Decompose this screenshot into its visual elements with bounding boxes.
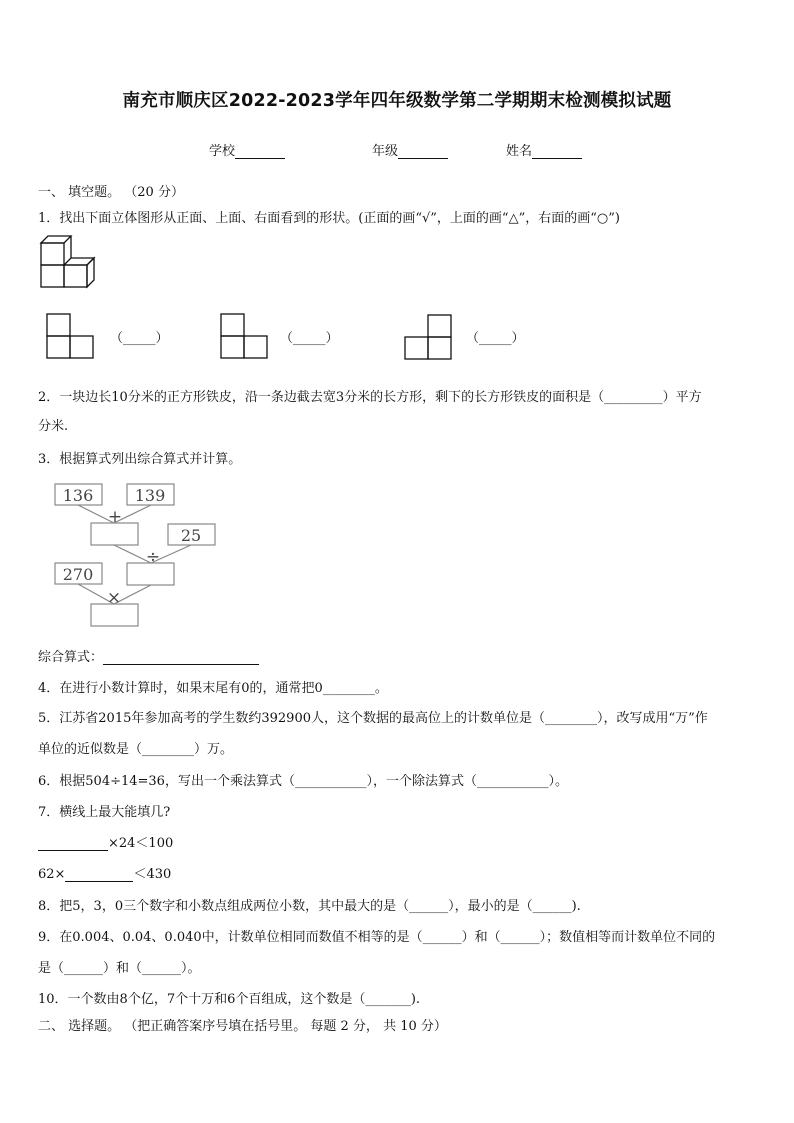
q1-solid-figure xyxy=(40,235,102,289)
q7-text: 7．横线上最大能填几? xyxy=(38,805,171,820)
q3-formula-label: 综合算式： xyxy=(38,650,104,665)
q9-line2: 是（______）和（______）。 xyxy=(38,961,201,976)
q7-b-suffix: ＜430 xyxy=(133,867,172,882)
q1-text: 1．找出下面立体图形从正面、上面、右面看到的形状。(正面的画“√”，上面的画“△”，右面的画“○”) xyxy=(38,211,620,226)
q2-line2: 分米. xyxy=(38,419,69,434)
grade-field xyxy=(372,140,448,159)
q3-number-139: 139 xyxy=(134,486,166,505)
grade-label: 年级 xyxy=(372,144,399,159)
page-title: 南充市顺庆区2022-2023学年四年级数学第二学期期末检测模拟试题 xyxy=(122,91,672,111)
q3-plus-sign: + xyxy=(107,507,123,527)
q5-line1: 5．江苏省2015年参加高考的学生数约392900人，这个数据的最高位上的计数单位是（________），改写成用“万”作 xyxy=(38,711,708,726)
q3-number-25: 25 xyxy=(180,526,202,545)
q9-line1: 9．在0.004、0.04、0.040中，计数单位相同而数值不相等的是（______）和（______）；数值相等而计数单位不同的 xyxy=(38,930,716,945)
q3-times-sign: × xyxy=(106,588,122,608)
q1-answer-1[interactable]: （_____） xyxy=(110,331,169,346)
q1-answer-3[interactable]: （_____） xyxy=(466,331,525,346)
q3-divide-sign: ÷ xyxy=(145,547,161,567)
q1-view-shape-3 xyxy=(404,314,452,361)
q3-formula-blank[interactable] xyxy=(103,651,259,665)
q1-view-shape-2 xyxy=(220,313,268,360)
q7-item-a xyxy=(38,832,173,851)
q1-view-shape-1 xyxy=(46,313,94,360)
section2-heading: 二、 选择题。 （把正确答案序号填在括号里。 每题 2 分， 共 10 分） xyxy=(38,1019,447,1034)
name-label: 姓名 xyxy=(506,144,533,159)
q4-text: 4．在进行小数计算时，如果末尾有0的，通常把0________。 xyxy=(38,681,388,696)
q2-line1: 2．一块边长10分米的正方形铁皮，沿一条边截去宽3分米的长方形，剩下的长方形铁皮的面积是（_________）平方 xyxy=(38,390,702,405)
q7-b-prefix: 62× xyxy=(38,867,66,882)
q3-calc-diagram xyxy=(50,482,210,630)
q8-text: 8．把5，3，0三个数字和小数点组成两位小数，其中最大的是（______），最小的是（______). xyxy=(38,899,581,914)
q5-line2: 单位的近似数是（________）万。 xyxy=(38,742,234,757)
q7-a-text: ×24＜100 xyxy=(108,836,174,851)
q3-formula xyxy=(38,646,259,665)
school-label: 学校 xyxy=(209,144,236,159)
name-field xyxy=(506,140,582,159)
q1-answer-2[interactable]: （_____） xyxy=(280,331,339,346)
name-blank[interactable] xyxy=(532,145,582,159)
q3-number-136: 136 xyxy=(62,486,94,505)
q10-text: 10．一个数由8个亿，7个十万和6个百组成，这个数是（_______). xyxy=(38,992,421,1007)
q7-blank-b[interactable] xyxy=(65,868,133,882)
q3-number-270: 270 xyxy=(62,565,94,584)
q6-text: 6．根据504÷14=36，写出一个乘法算式（___________），一个除法算式（___________）。 xyxy=(38,774,568,789)
section1-heading: 一、 填空题。 （20 分） xyxy=(38,185,184,200)
school-field xyxy=(209,140,285,159)
q3-text: 3．根据算式列出综合算式并计算。 xyxy=(38,452,242,467)
q7-blank-a[interactable] xyxy=(38,837,108,851)
school-blank[interactable] xyxy=(235,145,285,159)
q7-item-b xyxy=(38,863,171,882)
grade-blank[interactable] xyxy=(398,145,448,159)
